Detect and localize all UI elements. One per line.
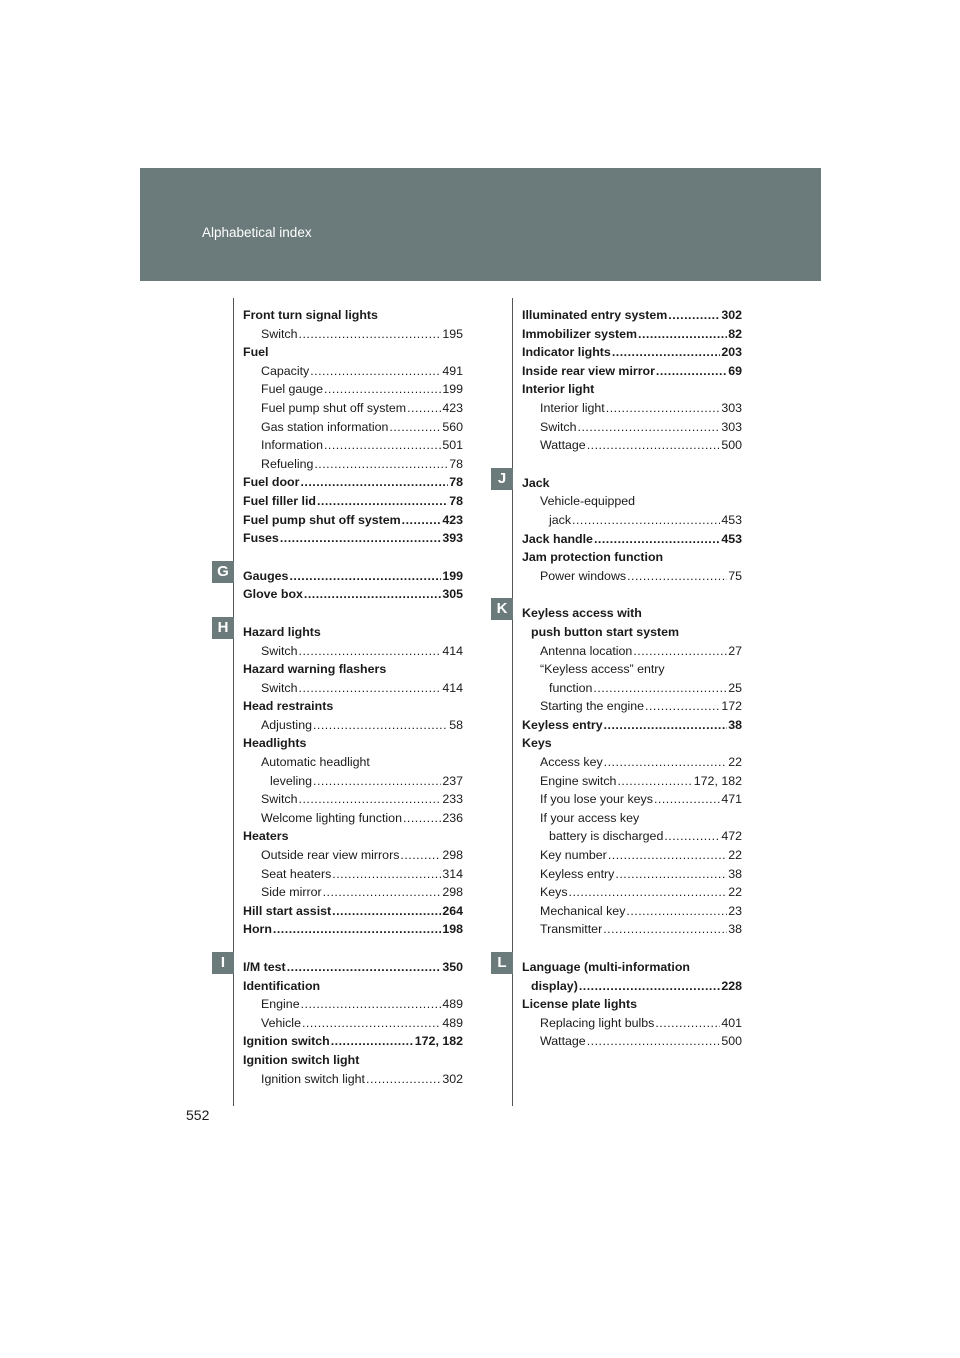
entry-text: Information xyxy=(261,438,323,453)
dot-leader xyxy=(324,380,441,399)
dot-leader xyxy=(332,902,441,921)
letter-tab-g[interactable]: G xyxy=(212,561,234,583)
entry-text: Ignition switch xyxy=(243,1034,330,1049)
page-reference[interactable]: 22 xyxy=(728,848,742,863)
index-column-left xyxy=(243,306,463,1088)
entry-text: Seat heaters xyxy=(261,866,332,881)
index-subentry xyxy=(522,920,742,939)
index-subentry xyxy=(522,827,742,846)
page-reference[interactable]: 489 xyxy=(442,1015,463,1030)
index-subentry xyxy=(243,679,463,698)
index-subentry xyxy=(522,772,742,791)
page-reference[interactable]: 298 xyxy=(442,848,463,863)
page-number: 552 xyxy=(186,1107,210,1123)
dot-leader xyxy=(626,902,727,921)
page-reference[interactable]: 423 xyxy=(442,512,463,527)
section-gap xyxy=(522,455,742,474)
entry-text: Switch xyxy=(261,643,298,658)
entry-text: “Keyless access” entry xyxy=(540,662,665,677)
entry-text: Gauges xyxy=(243,568,289,583)
entry-text: leveling xyxy=(270,773,313,788)
dot-leader xyxy=(317,492,448,511)
entry-text: Hazard lights xyxy=(243,624,321,639)
entry-text: Fuses xyxy=(243,531,279,546)
page-reference[interactable]: 472 xyxy=(721,829,742,844)
entry-text: Identification xyxy=(243,978,321,993)
entry-text: License plate lights xyxy=(522,997,637,1012)
page-reference[interactable]: 75 xyxy=(728,568,742,583)
page-reference[interactable]: 500 xyxy=(721,438,742,453)
page-reference[interactable]: 302 xyxy=(442,1071,463,1086)
index-subentry xyxy=(522,660,742,679)
index-entry xyxy=(522,474,742,493)
entry-text: Switch xyxy=(261,326,298,341)
entry-text: Fuel pump shut off system xyxy=(261,400,407,415)
index-subentry xyxy=(243,325,463,344)
dot-leader xyxy=(310,362,441,381)
dot-leader xyxy=(603,920,727,939)
section-gap xyxy=(522,939,742,958)
entry-text: Hill start assist xyxy=(243,903,332,918)
index-subentry xyxy=(243,809,463,828)
page-reference[interactable]: 393 xyxy=(442,531,463,546)
page-reference[interactable]: 314 xyxy=(442,866,463,881)
page-reference[interactable]: 38 xyxy=(728,922,742,937)
index-entry xyxy=(243,958,463,977)
dot-leader xyxy=(331,1032,414,1051)
index-entry xyxy=(243,697,463,716)
dot-leader xyxy=(617,772,692,791)
index-column-right xyxy=(522,306,742,1051)
dot-leader xyxy=(287,958,442,977)
index-entry xyxy=(243,529,463,548)
section-gap xyxy=(243,604,463,623)
entry-text: Language (multi-information xyxy=(522,960,690,974)
page-reference[interactable]: 471 xyxy=(721,792,742,807)
dot-leader xyxy=(299,642,442,661)
index-entry xyxy=(522,325,742,344)
index-subentry xyxy=(243,753,463,772)
left-margin-rule xyxy=(233,298,234,1106)
page-reference[interactable]: 489 xyxy=(442,997,463,1012)
index-entry xyxy=(522,530,742,549)
entry-text: Hazard warning flashers xyxy=(243,662,387,677)
entry-text: Access key xyxy=(540,755,603,770)
index-entry xyxy=(243,734,463,753)
entry-text: function xyxy=(549,680,593,695)
column-divider xyxy=(512,298,513,1106)
index-subentry xyxy=(522,846,742,865)
index-subentry xyxy=(243,418,463,437)
entry-text: Engine switch xyxy=(540,773,617,788)
index-subentry xyxy=(522,883,742,902)
entry-text: Jam protection function xyxy=(522,550,664,565)
index-entry xyxy=(522,604,742,623)
entry-text: Antenna location xyxy=(540,643,633,658)
entry-text: Interior light xyxy=(540,400,605,415)
page-reference[interactable]: 560 xyxy=(442,419,463,434)
index-subentry xyxy=(243,995,463,1014)
dot-leader xyxy=(587,1032,721,1051)
dot-leader xyxy=(645,697,720,716)
dot-leader xyxy=(569,883,728,902)
dot-leader xyxy=(608,846,727,865)
page-reference[interactable]: 78 xyxy=(449,475,463,490)
index-entry xyxy=(522,958,742,977)
page-reference[interactable]: 38 xyxy=(728,717,742,732)
index-subentry xyxy=(522,790,742,809)
page-reference[interactable]: 78 xyxy=(449,456,463,471)
index-subentry xyxy=(243,455,463,474)
index-entry xyxy=(522,306,742,325)
page-reference[interactable]: 172, 182 xyxy=(414,1034,463,1049)
index-entry xyxy=(522,734,742,753)
dot-leader xyxy=(668,306,720,325)
index-subentry xyxy=(522,679,742,698)
entry-text: Indicator lights xyxy=(522,345,611,360)
entry-text: Front turn signal lights xyxy=(243,308,378,322)
letter-tab-l[interactable]: L xyxy=(491,952,513,974)
letter-tab-j[interactable]: J xyxy=(491,468,513,490)
page-reference[interactable]: 423 xyxy=(442,400,463,415)
page-reference[interactable]: 25 xyxy=(728,680,742,695)
index-entry xyxy=(243,511,463,530)
index-entry xyxy=(243,492,463,511)
index-subentry xyxy=(522,511,742,530)
page-reference[interactable]: 69 xyxy=(728,363,742,378)
entry-text: Vehicle-equipped xyxy=(540,494,636,509)
entry-text: Mechanical key xyxy=(540,903,626,918)
page-reference[interactable]: 500 xyxy=(721,1034,742,1049)
dot-leader xyxy=(664,827,720,846)
dot-leader xyxy=(402,511,442,530)
entry-text: Inside rear view mirror xyxy=(522,363,655,378)
dot-leader xyxy=(302,1014,441,1033)
page-reference[interactable]: 22 xyxy=(728,755,742,770)
dot-leader xyxy=(313,716,448,735)
dot-leader xyxy=(579,977,720,996)
entry-text: Replacing light bulbs xyxy=(540,1015,655,1030)
page-reference[interactable]: 199 xyxy=(442,382,463,397)
letter-tab-i[interactable]: I xyxy=(212,952,234,974)
entry-text: Side mirror xyxy=(261,885,322,900)
entry-text: Wattage xyxy=(540,1034,586,1049)
page-reference[interactable]: 172, 182 xyxy=(693,773,742,788)
entry-text: Interior light xyxy=(522,382,595,397)
entry-text: Headlights xyxy=(243,736,307,751)
entry-text: Automatic headlight xyxy=(261,755,370,770)
index-subentry xyxy=(522,642,742,661)
dot-leader xyxy=(606,399,721,418)
entry-text: Ignition switch light xyxy=(261,1071,365,1086)
dot-leader xyxy=(627,567,727,586)
index-subentry xyxy=(522,436,742,455)
dot-leader xyxy=(314,455,448,474)
page-reference[interactable]: 236 xyxy=(442,810,463,825)
dot-leader xyxy=(655,1014,720,1033)
page-reference[interactable]: 38 xyxy=(728,866,742,881)
dot-leader xyxy=(323,883,442,902)
index-entry xyxy=(243,343,463,362)
entry-text: Adjusting xyxy=(261,717,312,732)
entry-text: Refueling xyxy=(261,456,314,471)
dot-leader xyxy=(587,436,721,455)
index-entry xyxy=(243,567,463,586)
page-reference[interactable]: 58 xyxy=(449,717,463,732)
dot-leader xyxy=(313,772,441,791)
index-subentry xyxy=(522,865,742,884)
dot-leader xyxy=(593,679,727,698)
index-entry xyxy=(243,660,463,679)
index-subentry xyxy=(522,567,742,586)
entry-text: Immobilizer system xyxy=(522,326,638,341)
entry-text: Head restraints xyxy=(243,699,334,714)
entry-text: Illuminated entry system xyxy=(522,308,668,322)
entry-text: I/M test xyxy=(243,960,286,974)
page-reference[interactable]: 27 xyxy=(728,643,742,658)
dot-leader xyxy=(572,511,720,530)
entry-text: Fuel pump shut off system xyxy=(243,512,401,527)
entry-text: Power windows xyxy=(540,568,627,583)
page-reference[interactable]: 233 xyxy=(442,792,463,807)
dot-leader xyxy=(604,753,728,772)
entry-text: Jack handle xyxy=(522,531,593,546)
entry-text: Jack xyxy=(522,475,550,490)
dot-leader xyxy=(594,530,720,549)
index-entry xyxy=(243,1051,463,1070)
index-entry xyxy=(522,548,742,567)
entry-text: Gas station information xyxy=(261,419,389,434)
dot-leader xyxy=(280,529,442,548)
entry-text: display) xyxy=(531,978,578,993)
entry-text: Keyless entry xyxy=(522,717,603,732)
page-reference[interactable]: 491 xyxy=(442,363,463,378)
entry-text: Glove box xyxy=(243,587,303,602)
entry-text: Switch xyxy=(261,680,298,695)
page-reference[interactable]: 198 xyxy=(442,922,463,937)
index-subentry xyxy=(243,399,463,418)
dot-leader xyxy=(289,567,441,586)
dot-leader xyxy=(324,436,441,455)
entry-text: Engine xyxy=(261,997,300,1012)
index-subentry xyxy=(243,846,463,865)
index-entry xyxy=(522,716,742,735)
dot-leader xyxy=(633,642,727,661)
dot-leader xyxy=(656,362,727,381)
entry-text: Keys xyxy=(540,885,568,900)
dot-leader xyxy=(654,790,720,809)
page-reference[interactable]: 23 xyxy=(728,903,742,918)
dot-leader xyxy=(299,790,442,809)
dot-leader xyxy=(301,995,442,1014)
page-reference[interactable]: 305 xyxy=(442,587,463,602)
index-entry xyxy=(522,995,742,1014)
entry-text: push button start system xyxy=(531,624,680,639)
page-reference[interactable]: 414 xyxy=(442,643,463,658)
index-subentry xyxy=(243,1014,463,1033)
page-reference[interactable]: 453 xyxy=(721,512,742,527)
page-reference[interactable]: 401 xyxy=(721,1015,742,1030)
index-subentry xyxy=(243,790,463,809)
dot-leader xyxy=(299,679,442,698)
index-entry xyxy=(522,977,742,996)
entry-text: Keys xyxy=(522,736,552,751)
entry-text: Fuel filler lid xyxy=(243,493,316,508)
dot-leader xyxy=(403,809,441,828)
dot-leader xyxy=(400,846,441,865)
index-subentry xyxy=(243,642,463,661)
dot-leader xyxy=(615,865,727,884)
entry-text: Keyless access with xyxy=(522,606,642,621)
entry-text: Horn xyxy=(243,922,272,937)
index-subentry xyxy=(243,362,463,381)
index-entry xyxy=(243,1032,463,1051)
index-entry xyxy=(522,362,742,381)
entry-text: If your access key xyxy=(540,810,640,825)
page-reference[interactable]: 298 xyxy=(442,885,463,900)
entry-text: Switch xyxy=(261,792,298,807)
entry-text: Fuel gauge xyxy=(261,382,324,397)
section-gap xyxy=(522,585,742,604)
index-entry xyxy=(243,902,463,921)
dot-leader xyxy=(407,399,441,418)
index-subentry xyxy=(522,697,742,716)
header-bar xyxy=(140,168,821,281)
index-subentry xyxy=(243,436,463,455)
index-entry xyxy=(522,343,742,362)
dot-leader xyxy=(332,865,441,884)
dot-leader xyxy=(389,418,441,437)
index-subentry xyxy=(522,753,742,772)
section-gap xyxy=(243,939,463,958)
entry-text: Fuel xyxy=(243,345,269,360)
page-reference[interactable]: 350 xyxy=(442,960,463,974)
dot-leader xyxy=(304,585,441,604)
page-reference[interactable]: 172 xyxy=(721,699,742,714)
index-subentry xyxy=(522,902,742,921)
index-subentry xyxy=(243,1070,463,1089)
entry-text: Key number xyxy=(540,848,607,863)
page-reference[interactable]: 195 xyxy=(442,326,463,341)
page-reference[interactable]: 303 xyxy=(721,400,742,415)
entry-text: Wattage xyxy=(540,438,586,453)
index-subentry xyxy=(243,716,463,735)
entry-text: Switch xyxy=(540,419,577,434)
entry-text: Fuel door xyxy=(243,475,300,490)
dot-leader xyxy=(366,1070,441,1089)
index-entry xyxy=(243,827,463,846)
entry-text: Transmitter xyxy=(540,922,603,937)
entry-text: Ignition switch light xyxy=(243,1052,360,1067)
page-reference[interactable]: 237 xyxy=(442,773,463,788)
index-subentry xyxy=(522,1032,742,1051)
index-entry xyxy=(522,380,742,399)
entry-text: Outside rear view mirrors xyxy=(261,848,400,863)
dot-leader xyxy=(612,343,721,362)
page-reference[interactable]: 199 xyxy=(442,568,463,583)
page-reference[interactable]: 78 xyxy=(449,493,463,508)
index-subentry xyxy=(522,399,742,418)
index-entry xyxy=(243,306,463,325)
page-reference[interactable]: 82 xyxy=(728,326,742,341)
dot-leader xyxy=(273,920,441,939)
index-subentry xyxy=(243,380,463,399)
page-reference[interactable]: 22 xyxy=(728,885,742,900)
entry-text: If you lose your keys xyxy=(540,792,653,807)
index-entry xyxy=(243,977,463,996)
page-reference[interactable]: 414 xyxy=(442,680,463,695)
page-reference[interactable]: 303 xyxy=(721,419,742,434)
entry-text: battery is discharged xyxy=(549,829,664,844)
page-reference[interactable]: 501 xyxy=(442,438,463,453)
header-title: Alphabetical index xyxy=(202,225,312,240)
index-entry xyxy=(522,623,742,642)
entry-text: Keyless entry xyxy=(540,866,615,881)
entry-text: jack xyxy=(549,512,572,527)
index-subentry xyxy=(243,772,463,791)
dot-leader xyxy=(578,418,721,437)
letter-tab-h[interactable]: H xyxy=(212,617,234,639)
entry-text: Starting the engine xyxy=(540,699,645,714)
dot-leader xyxy=(300,473,448,492)
page-reference[interactable]: 228 xyxy=(721,978,742,993)
section-gap xyxy=(243,548,463,567)
entry-text: Vehicle xyxy=(261,1015,301,1030)
index-subentry xyxy=(522,492,742,511)
index-entry xyxy=(243,623,463,642)
entry-text: Capacity xyxy=(261,363,310,378)
index-subentry xyxy=(243,865,463,884)
entry-text: Heaters xyxy=(243,829,289,844)
page-reference[interactable]: 264 xyxy=(442,903,463,918)
letter-tab-k[interactable]: K xyxy=(491,598,513,620)
index-entry xyxy=(243,585,463,604)
index-subentry xyxy=(522,418,742,437)
dot-leader xyxy=(299,325,442,344)
page-reference[interactable]: 302 xyxy=(721,308,742,322)
index-subentry xyxy=(522,1014,742,1033)
index-subentry xyxy=(243,883,463,902)
index-subentry xyxy=(522,809,742,828)
page-reference[interactable]: 453 xyxy=(721,531,742,546)
index-entry xyxy=(243,920,463,939)
entry-text: Welcome lighting function xyxy=(261,810,402,825)
page-reference[interactable]: 203 xyxy=(721,345,742,360)
dot-leader xyxy=(638,325,727,344)
index-entry xyxy=(243,473,463,492)
dot-leader xyxy=(604,716,728,735)
